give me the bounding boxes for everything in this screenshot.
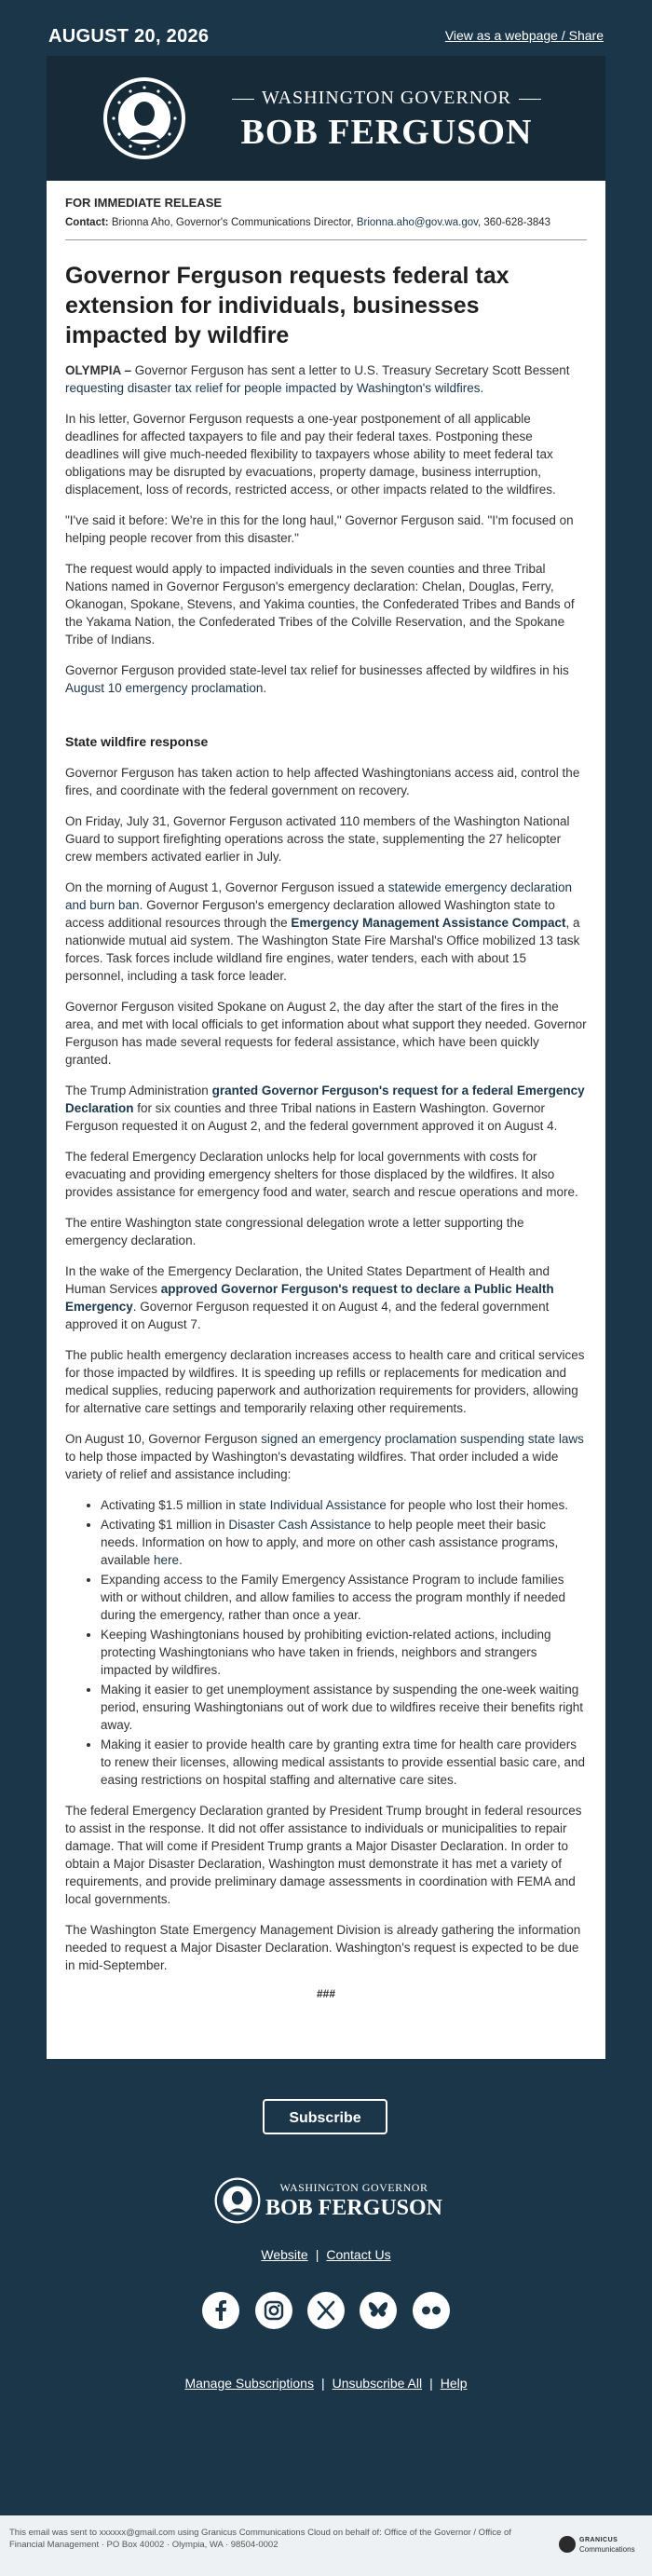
contact-name: Brionna Aho, Governor's Communications Director,	[111, 217, 354, 228]
paragraph: The entire Washington state congressional delegation wrote a letter supporting the emergency declaration.	[65, 1216, 524, 1247]
paragraph	[65, 361, 587, 397]
issue-date: AUGUST 20, 2026	[48, 26, 210, 47]
text: to help those impacted by Washington's devastating wildfires. That order included a wide variety of relief and assistance including:	[65, 1450, 559, 1481]
paragraph	[65, 661, 587, 697]
list-item: • Making it easier to get unemployment assistance by suspending the one-week waiting period, ensuring Washingtonians out of work due to wildfires receive their benefits right away.	[101, 1681, 587, 1734]
text: , a nationwide mutual aid system. The Washington State Fire Marshal's Office mobilized 13 task forces. Task forces include wildland fire engines, water tenders, each with about 15 personnel, including a task force leader.	[65, 916, 580, 983]
text: .	[480, 381, 484, 395]
newsletter-card	[47, 56, 605, 2059]
text: for six counties and three Tribal nations in Eastern Washington. Governor Ferguson requested it on August 2, and the federal government approved it on August 4.	[65, 1101, 558, 1133]
text: In the wake of the Emergency Declaration, the United States Department of Health and Human Services	[65, 1264, 550, 1296]
contact-email-link[interactable]: Brionna.aho@gov.wa.gov	[356, 217, 479, 228]
text: Activating $1.5 million in	[101, 1498, 239, 1512]
banner-governor-line: WASHINGTON GOVERNOR	[200, 88, 573, 109]
emergency-declaration-burn-ban-link[interactable]: statewide emergency declaration and burn ban	[65, 880, 573, 912]
federal-emergency-declaration-link[interactable]: granted Governor Ferguson's request for a federal Emergency Declaration	[65, 1084, 585, 1115]
link-divider: |	[315, 2247, 319, 2262]
paragraph	[65, 1262, 587, 1333]
bluesky-icon[interactable]	[360, 2292, 397, 2329]
list-item: • Expanding access to the Family Emergency Assistance Program to include families with or without children, and allow families to access the program monthly if needed during the emergency, rather than once a year.	[101, 1571, 587, 1624]
section-title: State wildfire response	[65, 734, 209, 749]
proclamation-suspending-laws-link[interactable]: signed an emergency proclamation suspending state laws	[261, 1432, 584, 1446]
contact-phone: , 360-628-3843	[478, 217, 551, 228]
top-bar	[0, 0, 652, 56]
text: . Governor Ferguson requested it on August 4, and the federal government approved it on August 7.	[65, 1300, 550, 1331]
more-info-here-link[interactable]: here	[154, 1553, 180, 1567]
dateline: OLYMPIA –	[65, 363, 132, 377]
public-health-emergency-link[interactable]: approved Governor Ferguson's request to declare a Public Health Emergency	[65, 1282, 554, 1314]
text: Activating $1 million in	[101, 1518, 229, 1532]
tax-relief-letter-link[interactable]: requesting disaster tax relief for people impacted by Washington's wildfires	[65, 381, 481, 395]
paragraph	[65, 1082, 587, 1135]
link-divider: |	[429, 2376, 433, 2391]
footer-logo	[207, 2174, 445, 2231]
paragraph: On Friday, July 31, Governor Ferguson activated 110 members of the Washington National Guard to support firefighting operations across the state, supplementing the 27 helicopter crew members activated earlier in July.	[65, 814, 570, 864]
text: Governor Ferguson provided state-level tax relief for businesses affected by wildfires in his	[65, 663, 569, 677]
article-content	[47, 196, 605, 2000]
website-link[interactable]: Website	[261, 2247, 308, 2262]
text: to help people meet their basic needs. Information on how to apply, and more on other cash assistance programs, available	[101, 1518, 559, 1567]
text: .	[263, 681, 267, 695]
subscription-links	[0, 2376, 652, 2391]
paragraph	[65, 1430, 587, 1483]
paragraph: "I've said it before: We're in this for the long haul," Governor Ferguson said. "I'm focused on helping people recover from this disaster."	[65, 513, 574, 545]
emergency-proclamation-link[interactable]: August 10 emergency proclamation	[65, 681, 264, 695]
footer-governor-line: WASHINGTON GOVERNOR	[279, 2181, 428, 2194]
footer-links	[0, 2247, 652, 2262]
disaster-cash-assistance-link[interactable]: Disaster Cash Assistance	[228, 1518, 372, 1532]
contact-line	[65, 217, 587, 228]
contact-label: Contact:	[65, 217, 109, 228]
paragraph: Governor Ferguson has taken action to help affected Washingtonians access aid, control the fires, and coordinate with the federal government on recovery.	[65, 766, 580, 797]
granicus-sub: Communications	[579, 2545, 635, 2554]
list-item	[101, 1496, 587, 1514]
list-item: • Keeping Washingtonians housed by prohibiting eviction-related actions, including protecting Washingtonians who have taken in friends, neighbors and strangers impacted by wildfires.	[101, 1626, 587, 1679]
article-title: Governor Ferguson requests federal tax extension for individuals, businesses impacted by wildfire	[65, 263, 509, 348]
paragraph: In his letter, Governor Ferguson requests a one-year postponement of all applicable deadlines for affected taxpayers to file and pay their federal taxes. Postponing these deadlines will give much-needed flexibility to taxpayers whose ability to meet federal tax obligations may be disrupted by evacuations, property damage, business interruption, displacement, loss of records, restricted access, or other impacts related to the wildfires.	[65, 412, 556, 497]
fine-print: This email was sent to xxxxxx@gmail.com using Granicus Communications Cloud on behalf of: Office of the Governor / Office of Financial Management · PO Box 40002 · Olympia, WA · 98504-0002	[9, 2528, 511, 2550]
text: On August 10, Governor Ferguson	[65, 1432, 262, 1446]
subscribe-button[interactable]: Subscribe	[263, 2099, 387, 2134]
individual-assistance-link[interactable]: state Individual Assistance	[238, 1498, 387, 1512]
x-icon[interactable]	[307, 2292, 345, 2329]
help-link[interactable]: Help	[440, 2376, 468, 2391]
end-mark: ###	[316, 1987, 336, 2000]
flickr-icon[interactable]	[413, 2292, 450, 2329]
text: . Governor Ferguson's emergency declaration allowed Washington state to access additional resources through the	[65, 898, 555, 930]
granicus-icon	[559, 2536, 576, 2553]
relief-list	[65, 1496, 587, 1789]
text: Governor Ferguson has sent a letter to U.S. Treasury Secretary Scott Bessent	[131, 363, 570, 377]
granicus-logo	[559, 2532, 647, 2560]
banner-name: BOB FERGUSON	[240, 113, 533, 152]
text: On the morning of August 1, Governor Ferguson issued a	[65, 880, 388, 894]
paragraph: The federal Emergency Declaration granted by President Trump brought in federal resources to assist in the response. It did not offer assistance to individuals or municipalities to repair damage. That will come if President Trump grants a Major Disaster Declaration. In order to obtain a Major Disaster Declaration, Washington must demonstrate it has met a variety of requirements, and provide preliminary damage assessments in coordination with FEMA and local governments.	[65, 1804, 582, 1906]
facebook-icon[interactable]	[202, 2292, 239, 2329]
bottom-bar	[0, 2515, 652, 2576]
state-seal-icon	[102, 76, 186, 160]
list-item	[101, 1516, 587, 1569]
release-label: FOR IMMEDIATE RELEASE	[65, 196, 223, 210]
unsubscribe-all-link[interactable]: Unsubscribe All	[332, 2376, 423, 2391]
divider	[65, 239, 587, 240]
paragraph: The federal Emergency Declaration unlocks help for local governments with costs for evacuating and providing emergency shelters for those displaced by the wildfires. It also provides assistance for emergency food and water, search and rescue operations and more.	[65, 1150, 578, 1199]
instagram-icon[interactable]	[255, 2292, 292, 2329]
paragraph: The Washington State Emergency Management Division is already gathering the information needed to request a Major Disaster Declaration. Washington's request is expected to be due in mid-September.	[65, 1923, 581, 1972]
emac-link[interactable]: Emergency Management Assistance Compact	[291, 916, 566, 930]
governor-banner	[47, 56, 605, 181]
link-divider: |	[320, 2376, 325, 2391]
list-item: • Making it easier to provide health care by granting extra time for health care providers to renew their licenses, allowing medical assistants to provide essential basic care, and easing restrictions on hospital staffing and alternative care sites.	[101, 1736, 587, 1789]
paragraph	[65, 879, 587, 985]
paragraph: Governor Ferguson visited Spokane on August 2, the day after the start of the fires in the area, and met with local officials to get information about what support they needed. Governor Ferguson has made several requests for federal assistance, which have been quickly granted.	[65, 1000, 587, 1067]
text: for people who lost their homes.	[386, 1498, 569, 1512]
footer-name: BOB FERGUSON	[265, 2196, 443, 2220]
text: .	[179, 1553, 183, 1567]
footer-seal-icon	[214, 2177, 261, 2224]
text: The Trump Administration	[65, 1084, 212, 1097]
paragraph: The request would apply to impacted individuals in the seven counties and three Tribal Nations named in Governor Ferguson's emergency declaration: Chelan, Douglas, Ferry, Okanogan, Spokane, Stevens, and Yakima counties, the Confederated Tribes and Bands of the Yakama Nation, the Confederated Tribes of the Colville Reservation, and the Spokane Tribe of Indians.	[65, 562, 575, 647]
social-links	[0, 2292, 652, 2329]
contact-us-link[interactable]: Contact Us	[326, 2247, 391, 2262]
paragraph: The public health emergency declaration increases access to health care and critical services for those impacted by wildfires. It is speeding up refills or replacements for medication and medical supplies, reducing paperwork and authorization requirements for providers, allowing for alternative care settings and temporarily relaxing other requirements.	[65, 1348, 585, 1415]
granicus-name: GRANICUS	[579, 2537, 618, 2543]
view-as-webpage-link[interactable]: View as a webpage / Share	[444, 28, 604, 43]
manage-subscriptions-link[interactable]: Manage Subscriptions	[184, 2376, 314, 2391]
